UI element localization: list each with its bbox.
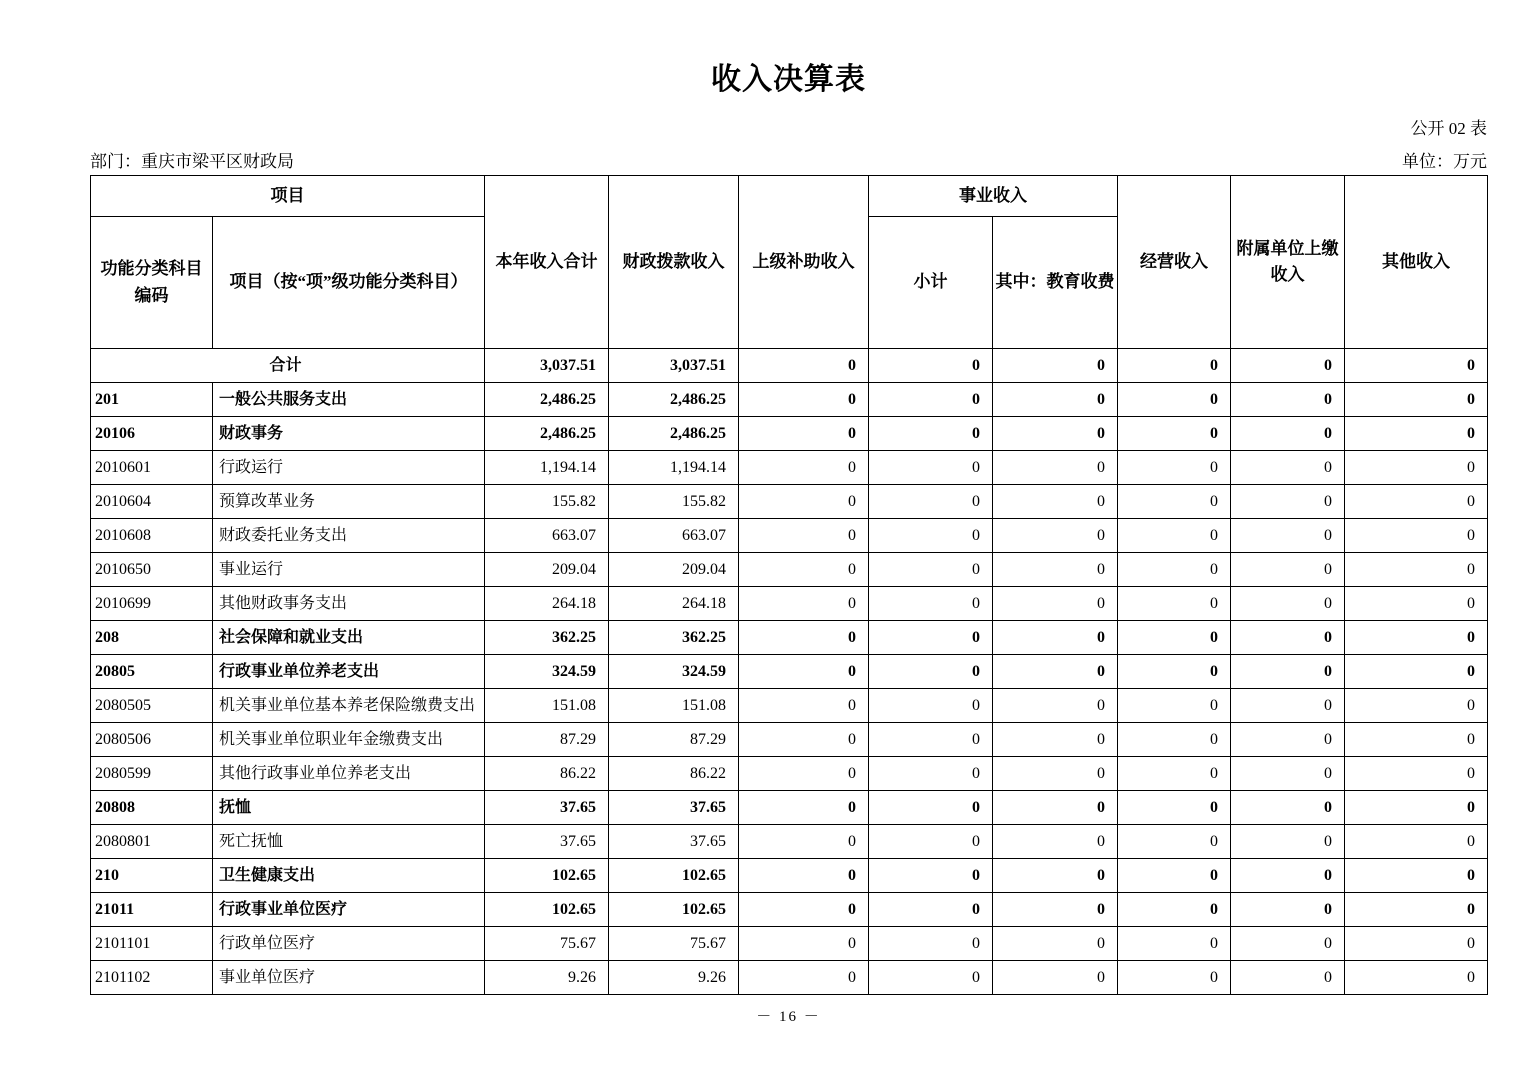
row-value: 0 <box>993 723 1118 757</box>
row-value: 0 <box>1345 587 1488 621</box>
row-value: 0 <box>1345 757 1488 791</box>
row-value: 209.04 <box>609 553 739 587</box>
row-value: 0 <box>1231 655 1345 689</box>
row-value: 209.04 <box>485 553 609 587</box>
row-value: 0 <box>739 961 869 995</box>
row-value: 0 <box>739 927 869 961</box>
row-value: 0 <box>739 349 869 383</box>
row-value: 0 <box>993 689 1118 723</box>
row-value: 87.29 <box>609 723 739 757</box>
row-function-code: 2080801 <box>91 825 213 859</box>
row-value: 0 <box>869 961 993 995</box>
row-value: 0 <box>1231 893 1345 927</box>
row-value: 0 <box>1345 417 1488 451</box>
page-number: － 16 － <box>756 1009 821 1025</box>
row-value: 0 <box>1118 893 1231 927</box>
row-value: 0 <box>1345 383 1488 417</box>
row-value: 0 <box>739 791 869 825</box>
row-function-code: 21011 <box>91 893 213 927</box>
row-value: 0 <box>1231 961 1345 995</box>
table-row <box>91 417 1488 451</box>
row-value: 0 <box>1118 791 1231 825</box>
row-value: 0 <box>869 417 993 451</box>
table-row <box>91 655 1488 689</box>
row-item-name: 预算改革业务 <box>213 485 485 519</box>
row-value: 0 <box>1118 417 1231 451</box>
header-project-group: 项目 <box>91 176 485 217</box>
row-value: 0 <box>1118 961 1231 995</box>
row-item-name: 卫生健康支出 <box>213 859 485 893</box>
row-value: 0 <box>1345 689 1488 723</box>
row-value: 362.25 <box>485 621 609 655</box>
row-value: 151.08 <box>485 689 609 723</box>
row-function-code: 2010601 <box>91 451 213 485</box>
row-value: 3,037.51 <box>485 349 609 383</box>
row-value: 0 <box>1345 927 1488 961</box>
table-row <box>91 485 1488 519</box>
header-other-income: 其他收入 <box>1345 176 1488 349</box>
row-value: 0 <box>1345 451 1488 485</box>
row-value: 0 <box>1118 383 1231 417</box>
row-value: 0 <box>739 383 869 417</box>
row-value: 0 <box>739 655 869 689</box>
row-value: 0 <box>1118 349 1231 383</box>
table-row <box>91 893 1488 927</box>
row-value: 0 <box>993 485 1118 519</box>
row-function-code: 2010604 <box>91 485 213 519</box>
row-value: 0 <box>869 349 993 383</box>
row-item-name: 行政事业单位养老支出 <box>213 655 485 689</box>
row-value: 0 <box>869 383 993 417</box>
unit-label: 单位：万元 <box>1402 152 1487 171</box>
row-value: 0 <box>1345 825 1488 859</box>
row-item-name: 行政单位医疗 <box>213 927 485 961</box>
table-row <box>91 519 1488 553</box>
row-value: 0 <box>1231 383 1345 417</box>
row-value: 155.82 <box>485 485 609 519</box>
row-value: 0 <box>869 553 993 587</box>
row-item-merged: 合计 <box>91 349 485 383</box>
row-value: 102.65 <box>485 893 609 927</box>
row-item-name: 行政运行 <box>213 451 485 485</box>
table-row <box>91 621 1488 655</box>
row-value: 0 <box>993 553 1118 587</box>
row-value: 9.26 <box>609 961 739 995</box>
row-function-code: 210 <box>91 859 213 893</box>
row-value: 0 <box>739 757 869 791</box>
row-value: 0 <box>993 451 1118 485</box>
row-value: 151.08 <box>609 689 739 723</box>
row-value: 2,486.25 <box>609 417 739 451</box>
row-value: 0 <box>869 757 993 791</box>
row-function-code: 2080505 <box>91 689 213 723</box>
row-item-name: 社会保障和就业支出 <box>213 621 485 655</box>
row-value: 37.65 <box>609 825 739 859</box>
row-value: 0 <box>1118 723 1231 757</box>
row-value: 0 <box>869 893 993 927</box>
row-value: 0 <box>739 417 869 451</box>
row-value: 2,486.25 <box>485 383 609 417</box>
row-function-code: 20808 <box>91 791 213 825</box>
row-value: 0 <box>739 451 869 485</box>
row-value: 0 <box>1231 689 1345 723</box>
row-value: 37.65 <box>485 825 609 859</box>
row-value: 0 <box>1231 485 1345 519</box>
row-value: 0 <box>993 859 1118 893</box>
row-value: 0 <box>869 825 993 859</box>
row-value: 75.67 <box>609 927 739 961</box>
row-value: 0 <box>993 587 1118 621</box>
row-value: 0 <box>1345 791 1488 825</box>
header-education-fees: 其中：教育收费 <box>993 217 1118 349</box>
row-value: 0 <box>739 825 869 859</box>
row-value: 0 <box>1345 961 1488 995</box>
row-item-name: 其他财政事务支出 <box>213 587 485 621</box>
table-row <box>91 791 1488 825</box>
row-value: 0 <box>1345 553 1488 587</box>
row-value: 0 <box>1231 451 1345 485</box>
table-row <box>91 723 1488 757</box>
table-row <box>91 859 1488 893</box>
row-item-name: 死亡抚恤 <box>213 825 485 859</box>
row-value: 0 <box>1118 757 1231 791</box>
row-value: 264.18 <box>485 587 609 621</box>
row-function-code: 2010650 <box>91 553 213 587</box>
row-value: 0 <box>739 519 869 553</box>
row-function-code: 20106 <box>91 417 213 451</box>
row-value: 0 <box>993 893 1118 927</box>
row-value: 0 <box>1345 893 1488 927</box>
row-value: 9.26 <box>485 961 609 995</box>
row-value: 0 <box>869 621 993 655</box>
row-value: 2,486.25 <box>609 383 739 417</box>
row-value: 0 <box>993 757 1118 791</box>
row-value: 0 <box>993 621 1118 655</box>
row-value: 0 <box>869 485 993 519</box>
row-value: 0 <box>739 893 869 927</box>
table-row <box>91 553 1488 587</box>
table-row <box>91 757 1488 791</box>
income-statement-table <box>90 175 1488 995</box>
header-row-group <box>91 176 1488 217</box>
row-item-name: 其他行政事业单位养老支出 <box>213 757 485 791</box>
table-row <box>91 587 1488 621</box>
row-value: 0 <box>1345 655 1488 689</box>
table-row <box>91 383 1488 417</box>
row-value: 324.59 <box>609 655 739 689</box>
row-value: 102.65 <box>609 893 739 927</box>
row-function-code: 20805 <box>91 655 213 689</box>
row-value: 0 <box>1118 451 1231 485</box>
header-item-name: 项目（按“项”级功能分类科目） <box>213 217 485 349</box>
table-row <box>91 451 1488 485</box>
row-value: 155.82 <box>609 485 739 519</box>
row-value: 0 <box>869 655 993 689</box>
row-value: 0 <box>869 451 993 485</box>
row-value: 0 <box>993 519 1118 553</box>
row-value: 0 <box>1118 927 1231 961</box>
row-value: 0 <box>739 553 869 587</box>
row-item-name: 财政委托业务支出 <box>213 519 485 553</box>
meta-row <box>90 147 1487 172</box>
row-value: 1,194.14 <box>485 451 609 485</box>
row-value: 0 <box>739 723 869 757</box>
row-value: 0 <box>869 519 993 553</box>
row-value: 0 <box>1231 791 1345 825</box>
page-title: 收入决算表 <box>711 63 866 96</box>
row-value: 0 <box>1345 621 1488 655</box>
row-value: 0 <box>1231 349 1345 383</box>
row-value: 0 <box>869 859 993 893</box>
row-value: 0 <box>1118 689 1231 723</box>
row-value: 663.07 <box>609 519 739 553</box>
row-value: 2,486.25 <box>485 417 609 451</box>
row-value: 0 <box>739 859 869 893</box>
row-value: 0 <box>1231 519 1345 553</box>
row-value: 75.67 <box>485 927 609 961</box>
row-value: 0 <box>1118 587 1231 621</box>
row-function-code: 208 <box>91 621 213 655</box>
row-value: 663.07 <box>485 519 609 553</box>
row-value: 0 <box>1345 859 1488 893</box>
row-value: 0 <box>993 417 1118 451</box>
row-function-code: 2101102 <box>91 961 213 995</box>
document-meta <box>90 114 1487 172</box>
row-value: 362.25 <box>609 621 739 655</box>
table-row <box>91 927 1488 961</box>
row-value: 0 <box>993 349 1118 383</box>
row-item-name: 一般公共服务支出 <box>213 383 485 417</box>
row-value: 0 <box>869 791 993 825</box>
table-row <box>91 349 1488 383</box>
row-value: 0 <box>1118 859 1231 893</box>
header-total-income: 本年收入合计 <box>485 176 609 349</box>
row-value: 0 <box>1118 519 1231 553</box>
row-value: 0 <box>1345 485 1488 519</box>
row-function-code: 2101101 <box>91 927 213 961</box>
row-item-name: 事业单位医疗 <box>213 961 485 995</box>
row-value: 0 <box>1231 553 1345 587</box>
row-value: 0 <box>993 655 1118 689</box>
row-value: 0 <box>1345 723 1488 757</box>
row-value: 0 <box>1118 655 1231 689</box>
row-value: 0 <box>993 383 1118 417</box>
row-function-code: 2010699 <box>91 587 213 621</box>
row-value: 0 <box>1231 621 1345 655</box>
row-value: 0 <box>869 689 993 723</box>
row-value: 0 <box>1345 349 1488 383</box>
row-function-code: 2080506 <box>91 723 213 757</box>
row-value: 0 <box>1231 723 1345 757</box>
row-value: 102.65 <box>609 859 739 893</box>
row-value: 0 <box>1118 553 1231 587</box>
row-function-code: 2010608 <box>91 519 213 553</box>
header-business-income-group: 事业收入 <box>869 176 1118 217</box>
row-value: 86.22 <box>609 757 739 791</box>
row-value: 0 <box>1231 927 1345 961</box>
row-value: 37.65 <box>609 791 739 825</box>
row-item-name: 财政事务 <box>213 417 485 451</box>
row-value: 0 <box>869 723 993 757</box>
row-item-name: 事业运行 <box>213 553 485 587</box>
row-value: 0 <box>1118 825 1231 859</box>
row-value: 324.59 <box>485 655 609 689</box>
table-row <box>91 689 1488 723</box>
row-value: 0 <box>869 587 993 621</box>
row-value: 0 <box>869 927 993 961</box>
row-value: 0 <box>993 791 1118 825</box>
row-value: 0 <box>1118 621 1231 655</box>
row-value: 0 <box>1231 825 1345 859</box>
row-value: 0 <box>739 689 869 723</box>
row-value: 37.65 <box>485 791 609 825</box>
department-label: 部门：重庆市梁平区财政局 <box>90 152 294 171</box>
header-operating-income: 经营收入 <box>1118 176 1231 349</box>
table-code-label: 公开 02 表 <box>1410 119 1487 138</box>
table-header <box>91 176 1488 349</box>
header-fiscal-allocation: 财政拨款收入 <box>609 176 739 349</box>
row-value: 87.29 <box>485 723 609 757</box>
row-item-name: 机关事业单位基本养老保险缴费支出 <box>213 689 485 723</box>
row-value: 0 <box>739 621 869 655</box>
row-value: 0 <box>739 485 869 519</box>
row-value: 0 <box>1345 519 1488 553</box>
row-value: 1,194.14 <box>609 451 739 485</box>
row-value: 0 <box>1118 485 1231 519</box>
row-function-code: 2080599 <box>91 757 213 791</box>
row-value: 0 <box>993 927 1118 961</box>
row-value: 86.22 <box>485 757 609 791</box>
table-body <box>91 349 1488 995</box>
header-function-code: 功能分类科目编码 <box>91 217 213 349</box>
row-value: 0 <box>1231 587 1345 621</box>
header-superior-subsidy: 上级补助收入 <box>739 176 869 349</box>
row-item-name: 行政事业单位医疗 <box>213 893 485 927</box>
row-function-code: 201 <box>91 383 213 417</box>
row-value: 0 <box>1231 417 1345 451</box>
header-subtotal: 小计 <box>869 217 993 349</box>
row-value: 102.65 <box>485 859 609 893</box>
header-affiliated-income: 附属单位上缴收入 <box>1231 176 1345 349</box>
row-value: 0 <box>993 961 1118 995</box>
row-value: 0 <box>993 825 1118 859</box>
row-value: 264.18 <box>609 587 739 621</box>
row-value: 0 <box>1231 859 1345 893</box>
row-item-name: 抚恤 <box>213 791 485 825</box>
table-row <box>91 961 1488 995</box>
table-row <box>91 825 1488 859</box>
row-value: 0 <box>739 587 869 621</box>
row-value: 3,037.51 <box>609 349 739 383</box>
row-value: 0 <box>1231 757 1345 791</box>
row-item-name: 机关事业单位职业年金缴费支出 <box>213 723 485 757</box>
